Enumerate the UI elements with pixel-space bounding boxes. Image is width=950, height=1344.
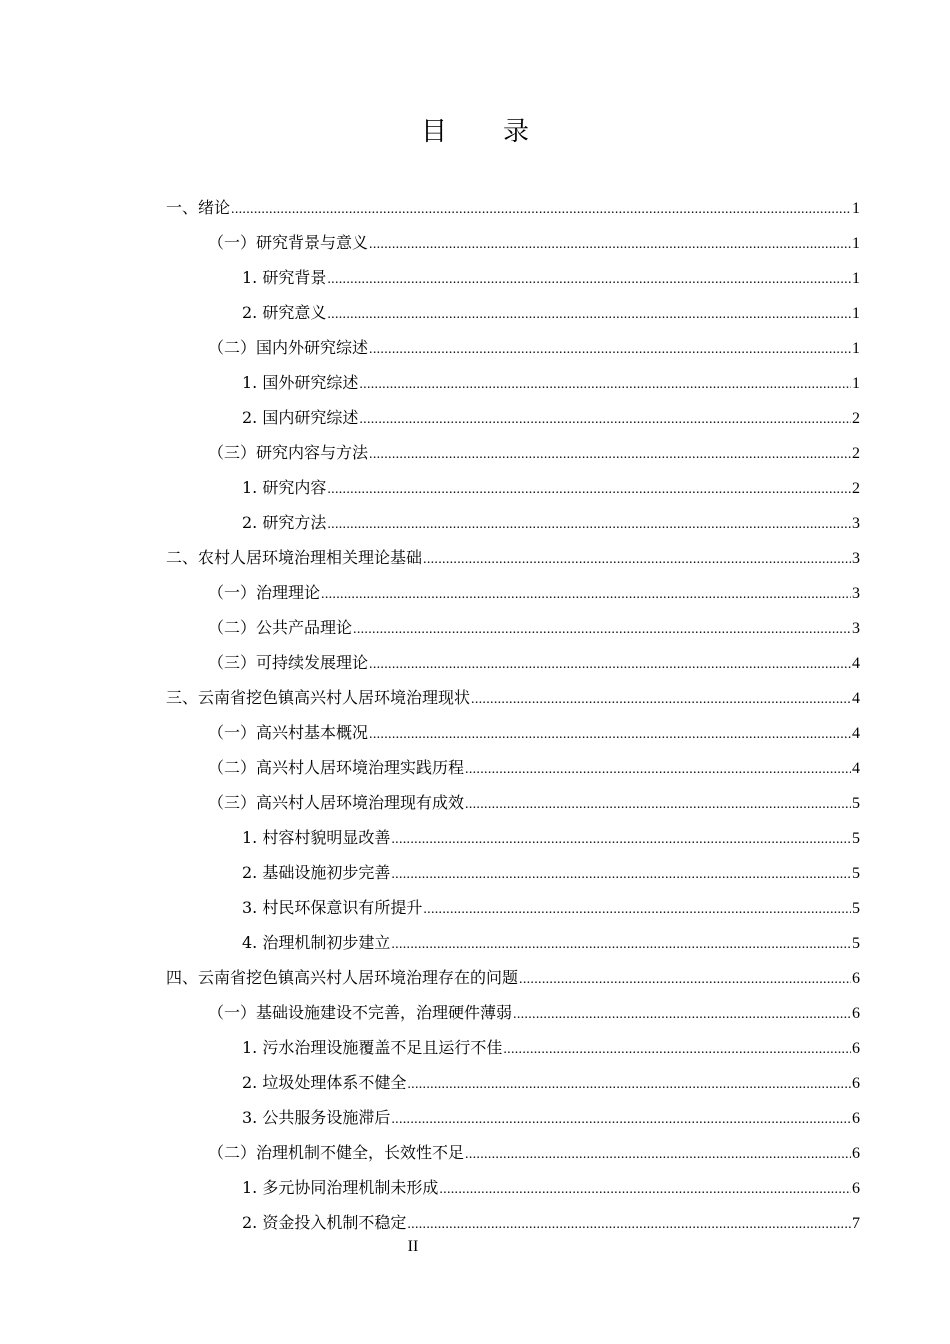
toc-entry-label: （一）高兴村基本概况 [208, 723, 369, 742]
toc-entry-label: 3. 公共服务设施滞后 [242, 1108, 391, 1127]
toc-entry-page: 1 [852, 235, 860, 252]
toc-entry[interactable] [166, 610, 860, 645]
toc-entry-label: 一、绪论 [166, 198, 231, 217]
dot-leader [519, 962, 851, 997]
toc-entry[interactable] [166, 260, 860, 295]
toc-entry-page: 4 [852, 655, 860, 672]
toc-entry[interactable] [166, 1205, 860, 1240]
dot-leader [231, 192, 851, 227]
toc-entry-label: 三、云南省挖色镇高兴村人居环境治理现状 [166, 688, 471, 707]
dot-leader [327, 507, 851, 542]
toc-entry[interactable] [166, 855, 860, 890]
toc-entry[interactable] [166, 960, 860, 995]
toc-entry-page: 2 [852, 410, 860, 427]
toc-entry-label: （一）治理理论 [208, 583, 321, 602]
toc-entry-page: 7 [852, 1215, 860, 1232]
dot-leader [321, 577, 851, 612]
toc-entry-page: 6 [852, 1145, 860, 1162]
toc-entry-label: 四、云南省挖色镇高兴村人居环境治理存在的问题 [166, 968, 519, 987]
toc-entry[interactable] [166, 575, 860, 610]
toc-entry-page: 5 [852, 795, 860, 812]
dot-leader [391, 927, 851, 962]
dot-leader [327, 262, 851, 297]
toc-entry-label: （二）治理机制不健全，长效性不足 [208, 1143, 465, 1162]
toc-entry-label: 1. 污水治理设施覆盖不足且运行不佳 [242, 1038, 503, 1057]
toc-entry-label: 4. 治理机制初步建立 [242, 933, 391, 952]
toc-entry-label: 2. 垃圾处理体系不健全 [242, 1073, 407, 1092]
toc-entry[interactable] [166, 365, 860, 400]
toc-entry[interactable] [166, 820, 860, 855]
toc-entry-page: 1 [852, 270, 860, 287]
toc-entry-label: （二）公共产品理论 [208, 618, 353, 637]
toc-entry-label: （三）研究内容与方法 [208, 443, 369, 462]
dot-leader [471, 682, 851, 717]
toc-entry[interactable] [166, 715, 860, 750]
toc-entry[interactable] [166, 680, 860, 715]
toc-entry-label: （二）国内外研究综述 [208, 338, 369, 357]
dot-leader [503, 1032, 851, 1067]
toc-entry[interactable] [166, 400, 860, 435]
toc-entry-label: 2. 研究意义 [242, 303, 327, 322]
dot-leader [327, 297, 851, 332]
toc-entry-page: 1 [852, 200, 860, 217]
toc-entry-page: 6 [852, 970, 860, 987]
toc-entry-page: 5 [852, 900, 860, 917]
dot-leader [465, 752, 851, 787]
dot-leader [391, 857, 851, 892]
toc-entry[interactable] [166, 1135, 860, 1170]
toc-entry[interactable] [166, 925, 860, 960]
dot-leader [391, 822, 851, 857]
toc-entry-page: 2 [852, 445, 860, 462]
toc-entry-label: 1. 国外研究综述 [242, 373, 359, 392]
dot-leader [369, 227, 851, 262]
table-of-contents [166, 190, 860, 1240]
toc-entry-page: 1 [852, 375, 860, 392]
dot-leader [369, 332, 851, 367]
toc-entry-page: 6 [852, 1005, 860, 1022]
toc-entry-page: 2 [852, 480, 860, 497]
toc-entry-page: 6 [852, 1180, 860, 1197]
toc-entry-label: 1. 研究背景 [242, 268, 327, 287]
toc-entry-label: 1. 研究内容 [242, 478, 327, 497]
dot-leader [407, 1207, 851, 1242]
toc-entry-page: 4 [852, 690, 860, 707]
dot-leader [359, 367, 851, 402]
toc-entry-page: 5 [852, 865, 860, 882]
toc-entry[interactable] [166, 330, 860, 365]
toc-entry-label: 1. 村容村貌明显改善 [242, 828, 391, 847]
toc-entry-label: 2. 研究方法 [242, 513, 327, 532]
dot-leader [369, 647, 851, 682]
dot-leader [327, 472, 851, 507]
dot-leader [359, 402, 851, 437]
toc-entry-label: 1. 多元协同治理机制未形成 [242, 1178, 439, 1197]
toc-entry[interactable] [166, 750, 860, 785]
dot-leader [465, 1137, 851, 1172]
toc-entry-page: 5 [852, 830, 860, 847]
toc-entry-page: 6 [852, 1075, 860, 1092]
toc-entry[interactable] [166, 435, 860, 470]
toc-entry-page: 6 [852, 1040, 860, 1057]
toc-entry-page: 1 [852, 305, 860, 322]
toc-entry[interactable] [166, 785, 860, 820]
toc-entry-label: （三）高兴村人居环境治理现有成效 [208, 793, 465, 812]
dot-leader [407, 1067, 851, 1102]
toc-entry[interactable] [166, 295, 860, 330]
toc-entry[interactable] [166, 1170, 860, 1205]
toc-entry-label: 2. 资金投入机制不稳定 [242, 1213, 407, 1232]
dot-leader [391, 1102, 851, 1137]
toc-entry[interactable] [166, 190, 860, 225]
toc-entry[interactable] [166, 995, 860, 1030]
toc-entry[interactable] [166, 470, 860, 505]
page-number: II [407, 1238, 419, 1255]
toc-entry[interactable] [166, 890, 860, 925]
toc-entry-page: 4 [852, 760, 860, 777]
toc-entry[interactable] [166, 505, 860, 540]
toc-entry-label: 3. 村民环保意识有所提升 [242, 898, 423, 917]
toc-entry-label: （一）研究背景与意义 [208, 233, 369, 252]
toc-entry-label: 2. 基础设施初步完善 [242, 863, 391, 882]
dot-leader [423, 892, 851, 927]
dot-leader [369, 437, 851, 472]
toc-entry[interactable] [166, 1100, 860, 1135]
dot-leader [439, 1172, 851, 1207]
dot-leader [465, 787, 851, 822]
toc-entry[interactable] [166, 1030, 860, 1065]
toc-entry-page: 5 [852, 935, 860, 952]
toc-entry-label: 二、农村人居环境治理相关理论基础 [166, 548, 423, 567]
toc-entry-page: 3 [852, 550, 860, 567]
toc-entry-page: 3 [852, 585, 860, 602]
dot-leader [423, 542, 851, 577]
dot-leader [369, 717, 851, 752]
toc-entry-label: （三）可持续发展理论 [208, 653, 369, 672]
toc-entry-label: （一）基础设施建设不完善，治理硬件薄弱 [208, 1003, 513, 1022]
toc-entry[interactable] [166, 645, 860, 680]
toc-title: 目录 [420, 117, 585, 147]
toc-entry[interactable] [166, 225, 860, 260]
dot-leader [513, 997, 851, 1032]
toc-entry-page: 4 [852, 725, 860, 742]
toc-entry-label: （二）高兴村人居环境治理实践历程 [208, 758, 465, 777]
toc-entry-page: 3 [852, 620, 860, 637]
toc-entry[interactable] [166, 540, 860, 575]
toc-entry-page: 6 [852, 1110, 860, 1127]
toc-entry[interactable] [166, 1065, 860, 1100]
toc-entry-page: 3 [852, 515, 860, 532]
toc-entry-page: 1 [852, 340, 860, 357]
dot-leader [353, 612, 851, 647]
toc-entry-label: 2. 国内研究综述 [242, 408, 359, 427]
